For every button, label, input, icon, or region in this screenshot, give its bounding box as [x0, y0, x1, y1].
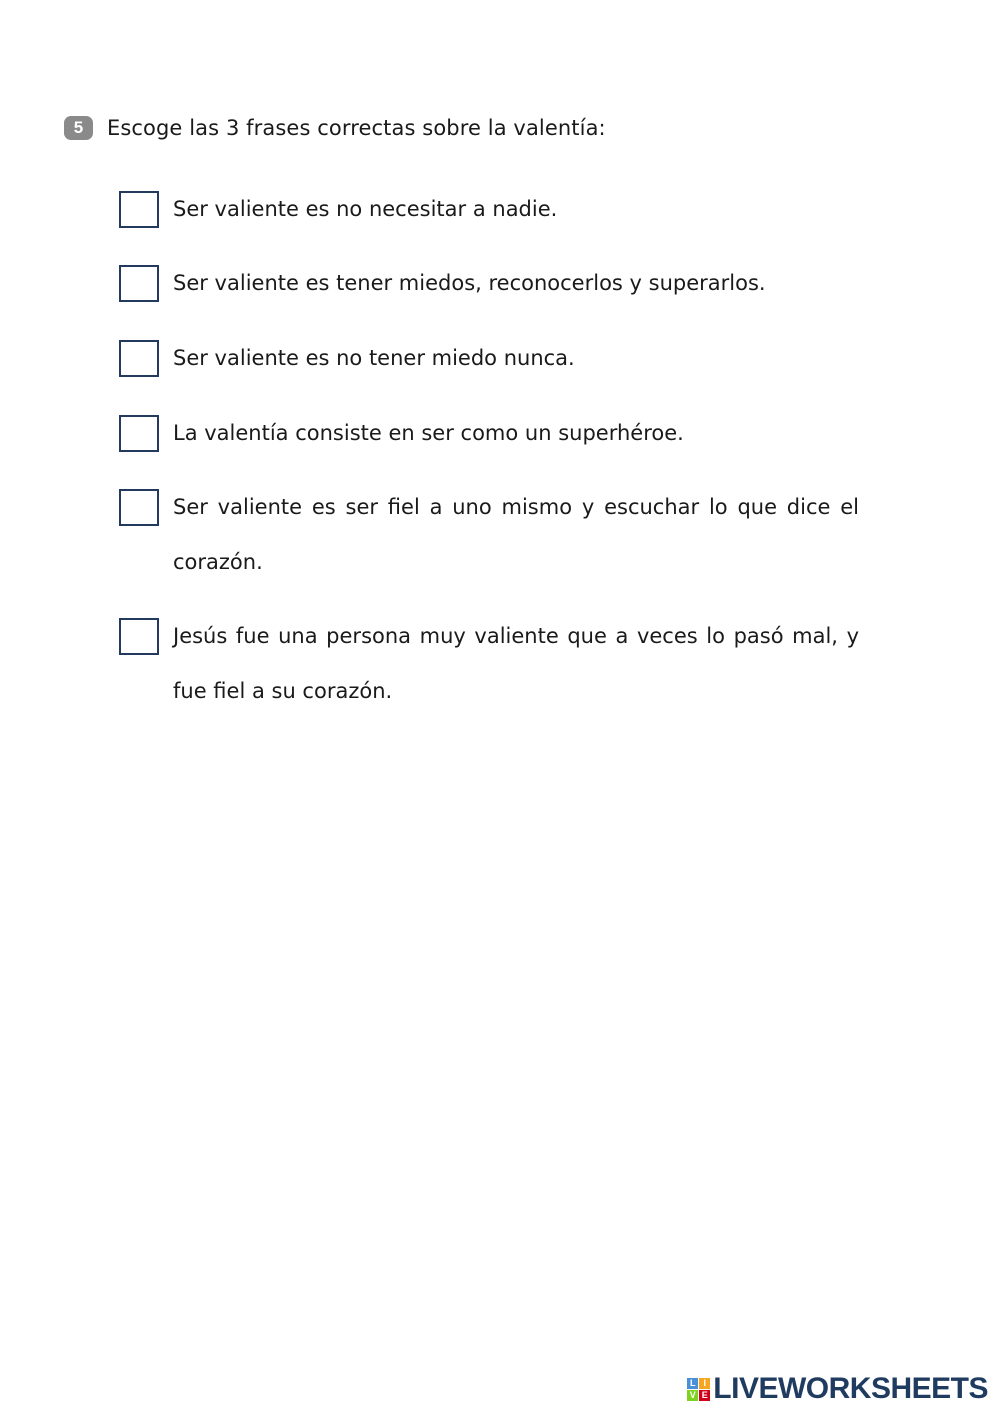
option-6	[119, 618, 859, 719]
option-5	[119, 489, 859, 590]
liveworksheets-logo	[687, 1372, 988, 1406]
option-4-checkbox[interactable]	[119, 415, 159, 452]
option-4-text: La valentía consiste en ser como un superhéroe.	[173, 421, 684, 445]
option-1	[119, 191, 859, 237]
option-2-text: Ser valiente es tener miedos, reconocerlos y superarlos.	[173, 271, 766, 295]
option-2	[119, 265, 859, 311]
logo-mark-letter: V	[687, 1390, 698, 1401]
logo-mark-icon	[687, 1378, 710, 1401]
option-5-text: Ser valiente es ser fiel a uno mismo y escuchar lo que dice el corazón.	[173, 495, 859, 574]
option-3-checkbox[interactable]	[119, 340, 159, 377]
option-1-checkbox[interactable]	[119, 191, 159, 228]
option-1-text: Ser valiente es no necesitar a nadie.	[173, 197, 558, 221]
question-header	[64, 116, 606, 140]
option-6-text: Jesús fue una persona muy valiente que a veces lo pasó mal, y fue fiel a su corazón.	[173, 624, 859, 703]
logo-text: LIVEWORKSHEETS	[713, 1372, 988, 1405]
logo-mark-letter: L	[687, 1378, 698, 1389]
logo-mark-letter: E	[699, 1390, 710, 1401]
logo-mark-letter: I	[699, 1378, 710, 1389]
option-4	[119, 415, 859, 461]
option-3	[119, 340, 859, 386]
question-number-badge: 5	[64, 116, 93, 140]
question-text: Escoge las 3 frases correctas sobre la valentía:	[107, 116, 606, 140]
option-3-text: Ser valiente es no tener miedo nunca.	[173, 346, 575, 370]
option-2-checkbox[interactable]	[119, 265, 159, 302]
option-5-checkbox[interactable]	[119, 489, 159, 526]
option-6-checkbox[interactable]	[119, 618, 159, 655]
